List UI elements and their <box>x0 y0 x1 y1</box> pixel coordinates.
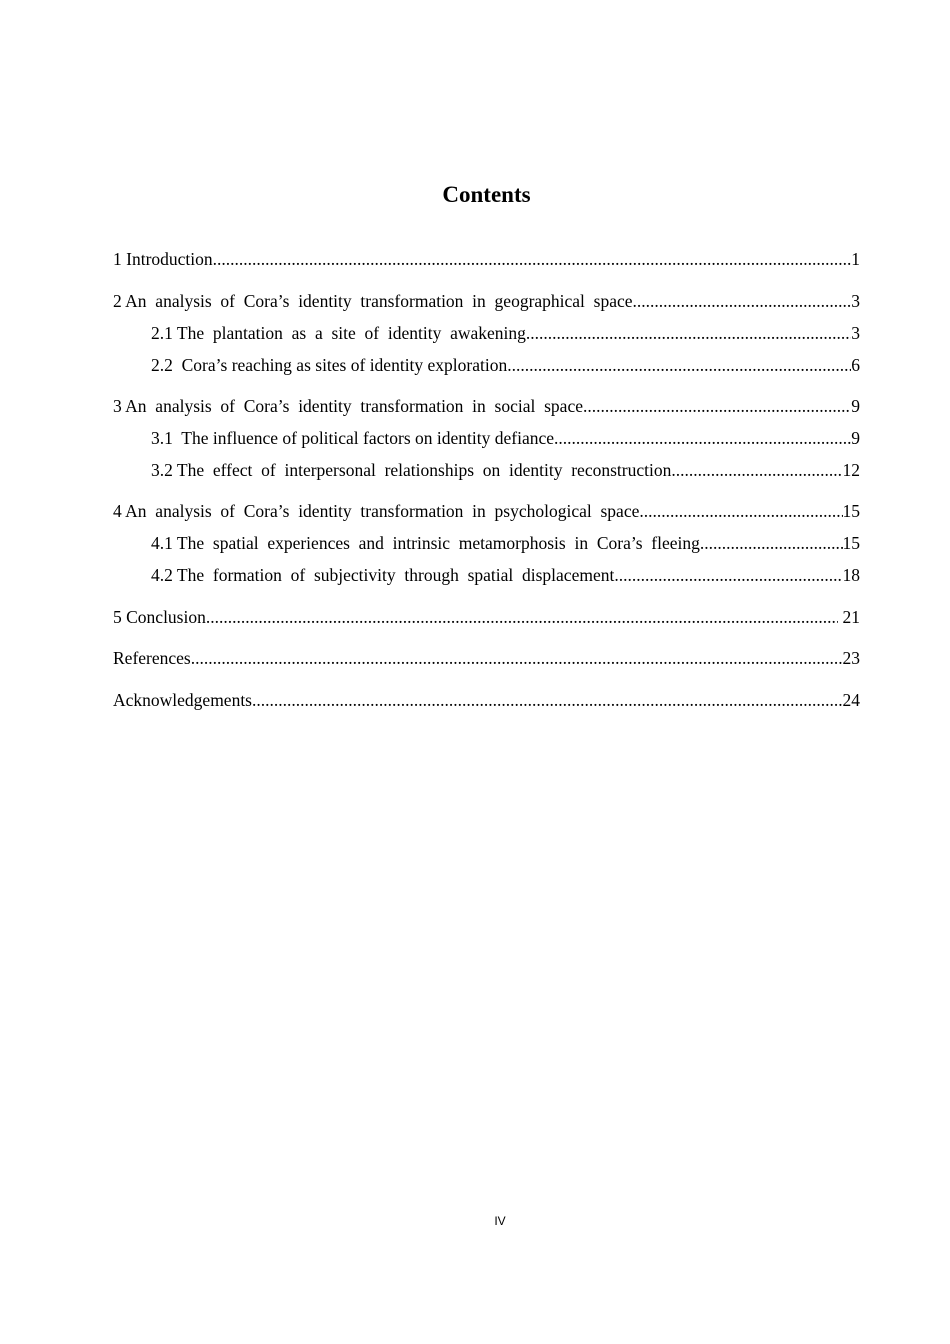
toc-entry-label: 4.2 The formation of subjectivity through spatial displacement <box>151 565 615 585</box>
toc-entry-introduction[interactable] <box>113 247 860 271</box>
toc-entry-label: 2.2 Cora’s reaching as sites of identity exploration <box>151 355 508 375</box>
toc-entry-section-2-2[interactable] <box>151 353 860 377</box>
toc-entry-page: 21 <box>838 607 860 627</box>
toc-entry-page: 1 <box>851 249 860 269</box>
toc-entry-label: 4.1 The spatial experiences and intrinsic metamorphosis in Cora’s fleeing <box>151 533 700 553</box>
toc-entry-label: 3.1 The influence of political factors on identity defiance <box>151 428 555 448</box>
toc-dot-leader <box>213 247 852 271</box>
toc-entry-page: 18 <box>842 565 860 585</box>
toc-entry-section-3-2[interactable] <box>151 458 860 482</box>
toc-dot-leader <box>671 458 842 482</box>
toc-entry-page: 15 <box>842 533 860 553</box>
toc-entry-chapter-3[interactable] <box>113 394 860 418</box>
toc-entry-page: 6 <box>851 355 860 375</box>
toc-entry-references[interactable] <box>113 646 860 670</box>
toc-entry-page: 24 <box>842 690 860 710</box>
toc-entry-label: Acknowledgements <box>113 690 252 710</box>
toc-entry-section-2-1[interactable] <box>151 321 860 345</box>
toc-dot-leader <box>633 289 852 313</box>
toc-dot-leader <box>252 688 843 712</box>
toc-dot-leader <box>639 499 842 523</box>
toc-entry-page: 15 <box>842 501 860 521</box>
toc-entry-page: 23 <box>842 648 860 668</box>
page-number: IV <box>494 1214 506 1228</box>
toc-entry-page: 3 <box>851 291 860 311</box>
toc-dot-leader <box>507 353 851 377</box>
toc-dot-leader <box>191 646 843 670</box>
toc-entry-label: 5 Conclusion <box>113 607 206 627</box>
toc-entry-page: 9 <box>851 428 860 448</box>
toc-entry-conclusion[interactable] <box>113 605 860 629</box>
toc-dot-leader <box>554 426 851 450</box>
toc-entry-label: 2 An analysis of Cora’s identity transformation in geographical space <box>113 291 633 311</box>
toc-entry-section-3-1[interactable] <box>151 426 860 450</box>
toc-dot-leader <box>206 605 838 629</box>
toc-entry-page: 12 <box>842 460 860 480</box>
toc-dot-leader <box>700 531 843 555</box>
toc-dot-leader <box>614 563 842 587</box>
toc-entry-page: 9 <box>851 396 860 416</box>
toc-dot-leader <box>583 394 851 418</box>
toc-entry-acknowledgements[interactable] <box>113 688 860 712</box>
toc-entry-section-4-1[interactable] <box>151 531 860 555</box>
toc-entry-label: 3 An analysis of Cora’s identity transformation in social space <box>113 396 583 416</box>
toc-entry-label: References <box>113 648 191 668</box>
toc-entry-chapter-2[interactable] <box>113 289 860 313</box>
toc-entry-label: 3.2 The effect of interpersonal relationships on identity reconstruction <box>151 460 672 480</box>
toc-entry-page: 3 <box>851 323 860 343</box>
toc-entry-section-4-2[interactable] <box>151 563 860 587</box>
toc-dot-leader <box>526 321 851 345</box>
toc-entry-label: 2.1 The plantation as a site of identity awakening <box>151 323 526 343</box>
toc-entry-label: 1 Introduction <box>113 249 213 269</box>
toc-entry-chapter-4[interactable] <box>113 499 860 523</box>
toc-entry-label: 4 An analysis of Cora’s identity transformation in psychological space <box>113 501 640 521</box>
page-title: Contents <box>442 182 531 207</box>
